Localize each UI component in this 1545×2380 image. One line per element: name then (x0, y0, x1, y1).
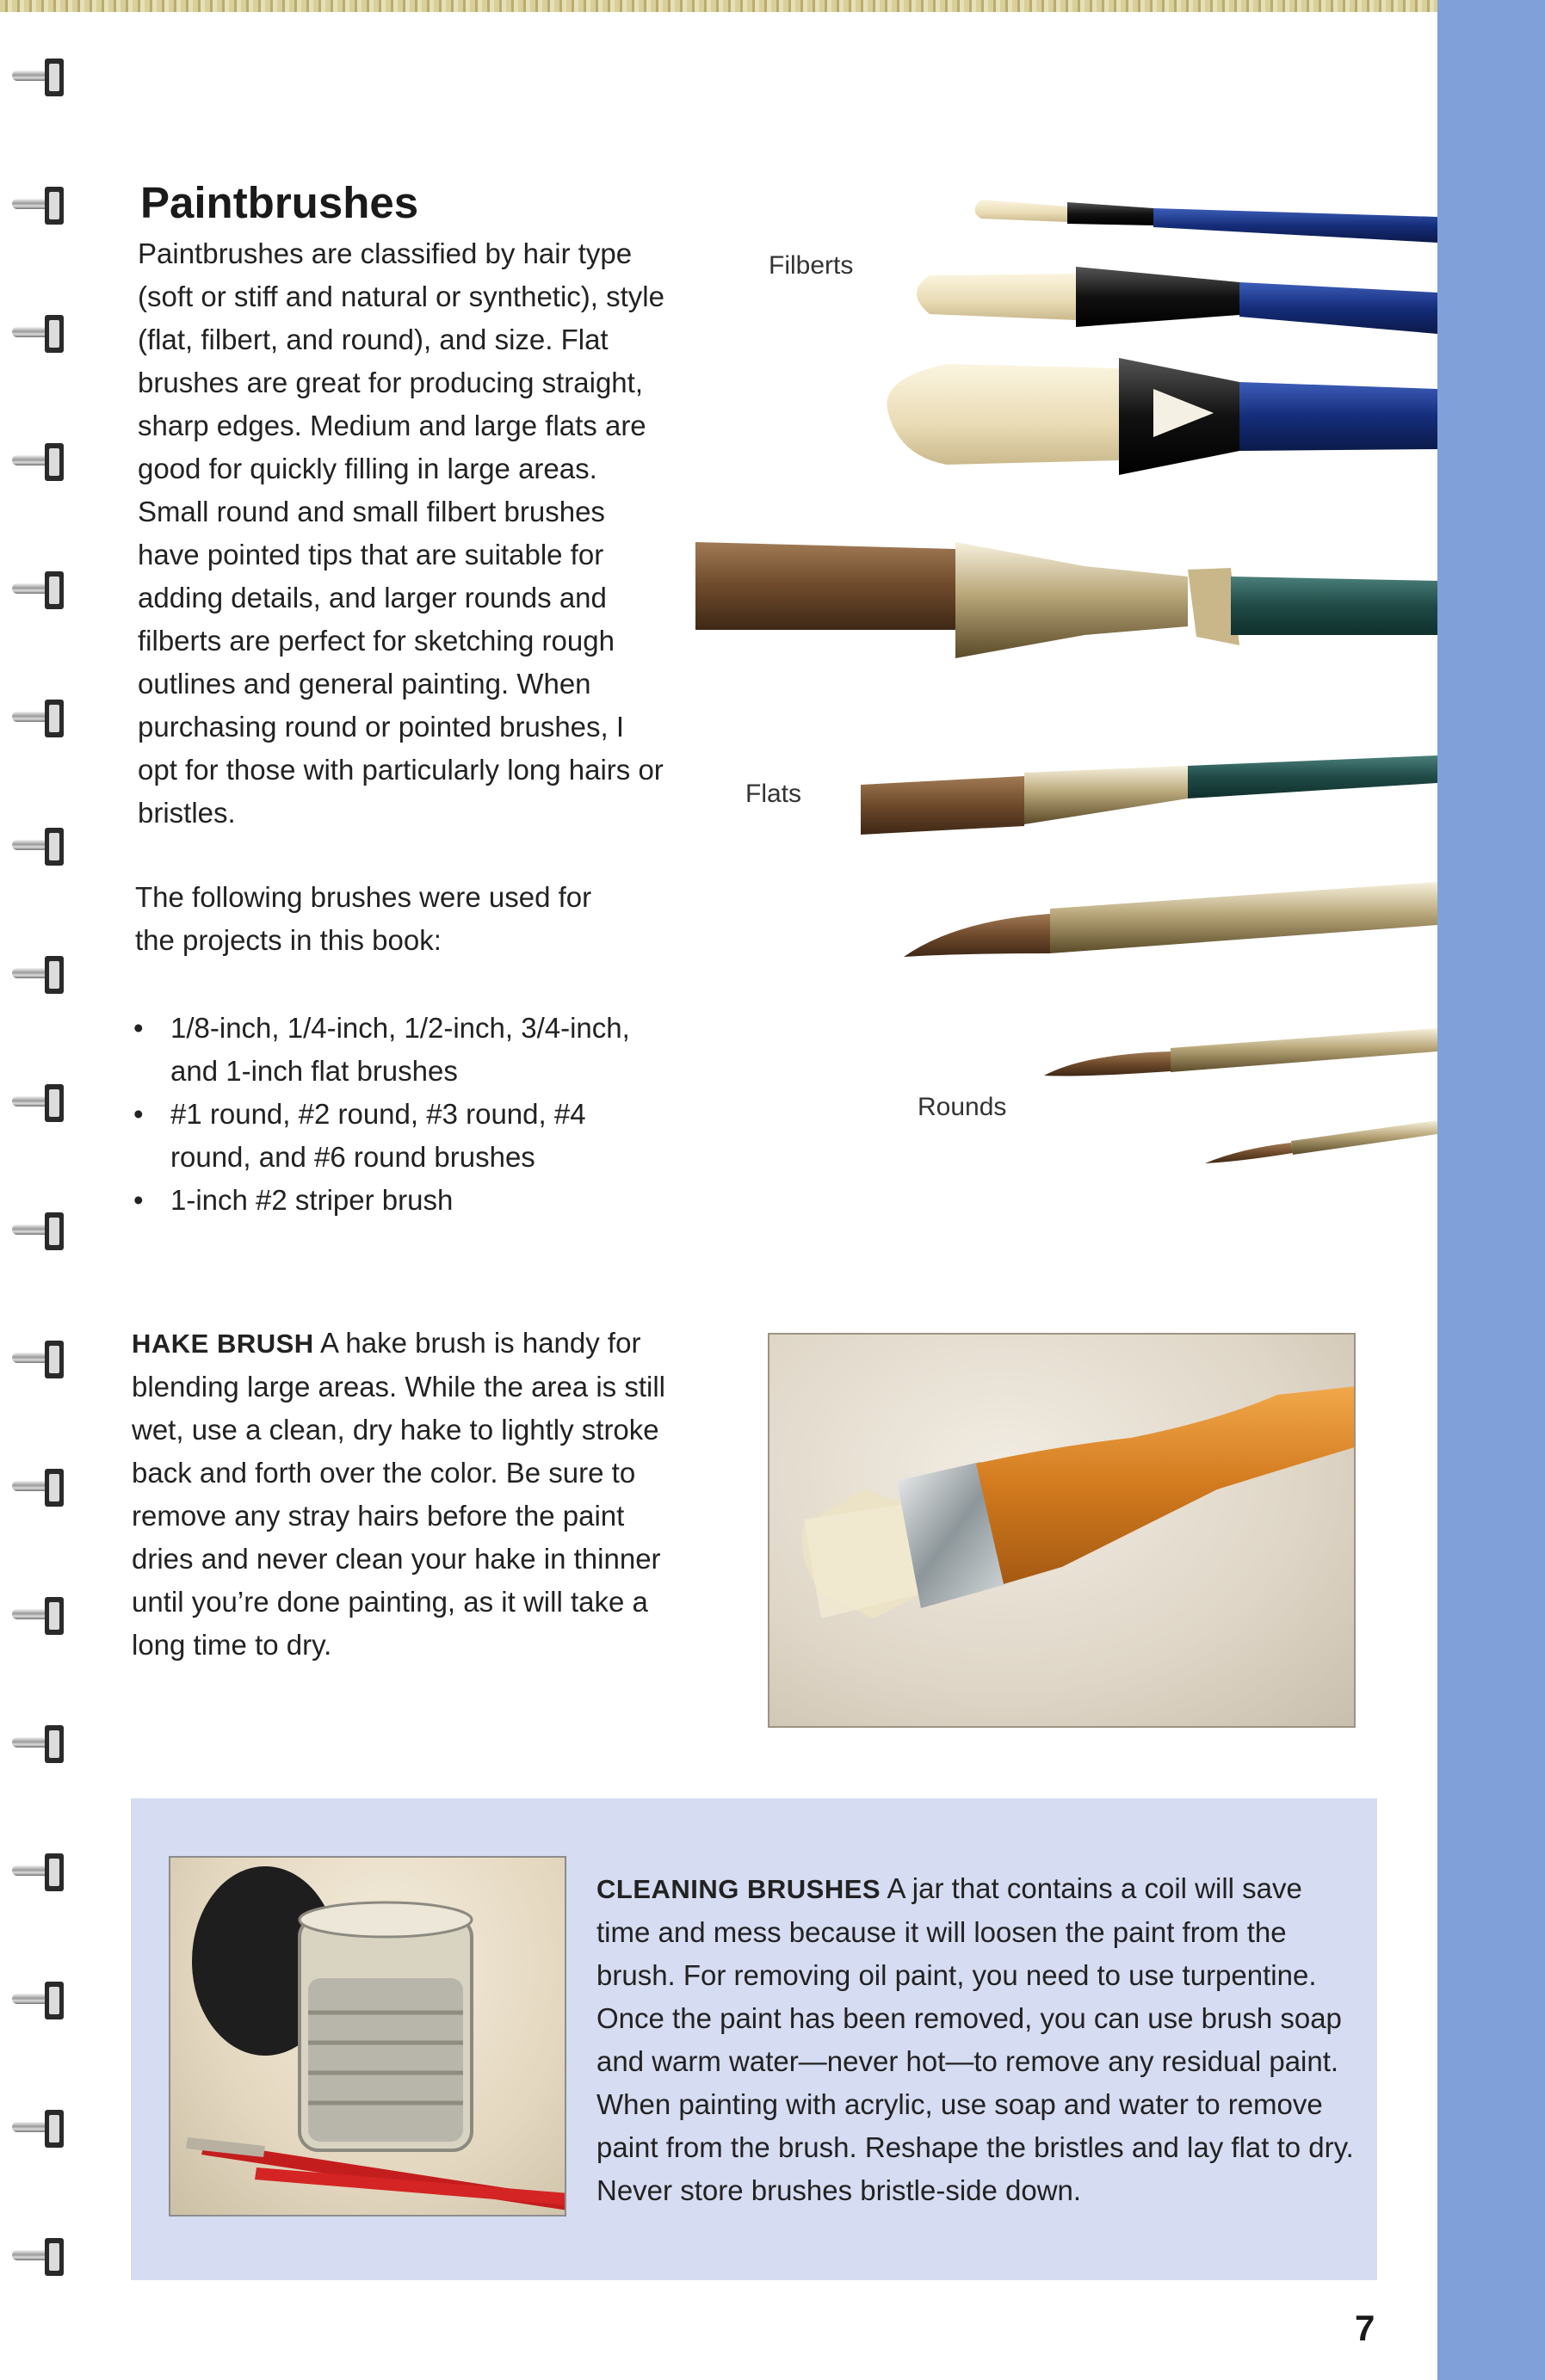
hake-brush-heading: HAKE BRUSH (132, 1329, 314, 1359)
spiral-binding (0, 0, 77, 2380)
rounds-label: Rounds (918, 1093, 1007, 1121)
page-number: 7 (1355, 2308, 1375, 2348)
filberts-label: Filberts (769, 251, 854, 280)
list-item: • 1-inch #2 striper brush (133, 1179, 667, 1222)
cleaning-brushes-text: A jar that contains a coil will save time and mess because it will loosen the paint from the brush. For removing oil paint, you need to use turpentine. Once the paint has been removed, you can use brush soap and warm water—never hot—to remove any residual paint. When painting with acrylic, use soap and water to remove paint from the brush. Reshape the bristles and lay flat to dry. Never store brushes bristle-side down. (596, 1872, 1354, 2206)
round-brush-medium (1044, 1028, 1437, 1076)
spiral-coil (12, 1976, 65, 2025)
spiral-coil (12, 1464, 65, 1512)
cleaning-brushes-paragraph (596, 1867, 1354, 2212)
spiral-coil (12, 1335, 65, 1384)
hake-brush-paragraph (132, 1322, 691, 1667)
flat-brush-small (861, 755, 1437, 835)
spiral-coil (12, 566, 65, 614)
round-brush-small (1205, 1120, 1437, 1163)
spiral-coil (12, 2233, 65, 2281)
spiral-coil (12, 951, 65, 999)
hake-brush-illustration (769, 1335, 1356, 1728)
spiral-coil (12, 182, 65, 230)
cleaning-brushes-heading: CLEANING BRUSHES (596, 1874, 881, 1904)
blue-tab-strip (1437, 0, 1545, 2380)
list-item: • #1 round, #2 round, #3 round, #4 round, and #6 round brushes (133, 1093, 667, 1179)
spiral-coil (12, 1079, 65, 1127)
brushes-used-intro: The following brushes were used for the projects in this book: (135, 881, 592, 956)
brush-cleaning-jar-photo (169, 1856, 566, 2217)
spiral-coil (12, 694, 65, 743)
flats-label: Flats (745, 780, 802, 808)
spiral-coil (12, 1848, 65, 1896)
spiral-coil (12, 1592, 65, 1640)
list-item: • 1/8-inch, 1/4-inch, 1/2-inch, 3/4-inch, and 1-inch flat brushes (133, 1007, 667, 1093)
page-top-edge (0, 0, 1545, 12)
filbert-brush-large (887, 358, 1437, 475)
jar-illustration (170, 1858, 566, 2217)
filbert-brush-medium (917, 267, 1437, 334)
hake-brush-photo (768, 1333, 1356, 1728)
brush-list (133, 1007, 667, 1222)
spiral-coil (12, 2105, 65, 2153)
spiral-coil (12, 438, 65, 486)
page-title: Paintbrushes (140, 178, 419, 227)
filbert-brush-small (975, 200, 1438, 243)
flat-brush-large (695, 542, 1437, 658)
spiral-coil (12, 1207, 65, 1255)
spiral-coil (12, 53, 65, 102)
intro-paragraph: Paintbrushes are classified by hair type (soft or stiff and natural or synthetic), style (flat, filbert, and round), and size. Flat brushes are great for producing straight, sharp edges. Medium and large flats are good for quickly filling in large areas. Small round and small filbert brushes have pointed tips that are suitable for adding details, and larger rounds and filberts are perfect for sketching rough outlines and general painting. When purchasing round or pointed brushes, I opt for those with particularly long hairs or bristles. (138, 237, 664, 829)
brush-types-photo (671, 163, 1437, 1248)
spiral-coil (12, 1720, 65, 1768)
hake-brush-text: A hake brush is handy for blending large areas. While the area is still wet, use a clean, dry hake to lightly stroke back and forth over the color. Be sure to remove any stray hairs before the paint dries and never clean your hake in thinner until you’re done painting, as it will take a long time to dry. (132, 1327, 665, 1661)
spiral-coil (12, 310, 65, 358)
round-brush-large (904, 882, 1437, 957)
spiral-coil (12, 823, 65, 871)
